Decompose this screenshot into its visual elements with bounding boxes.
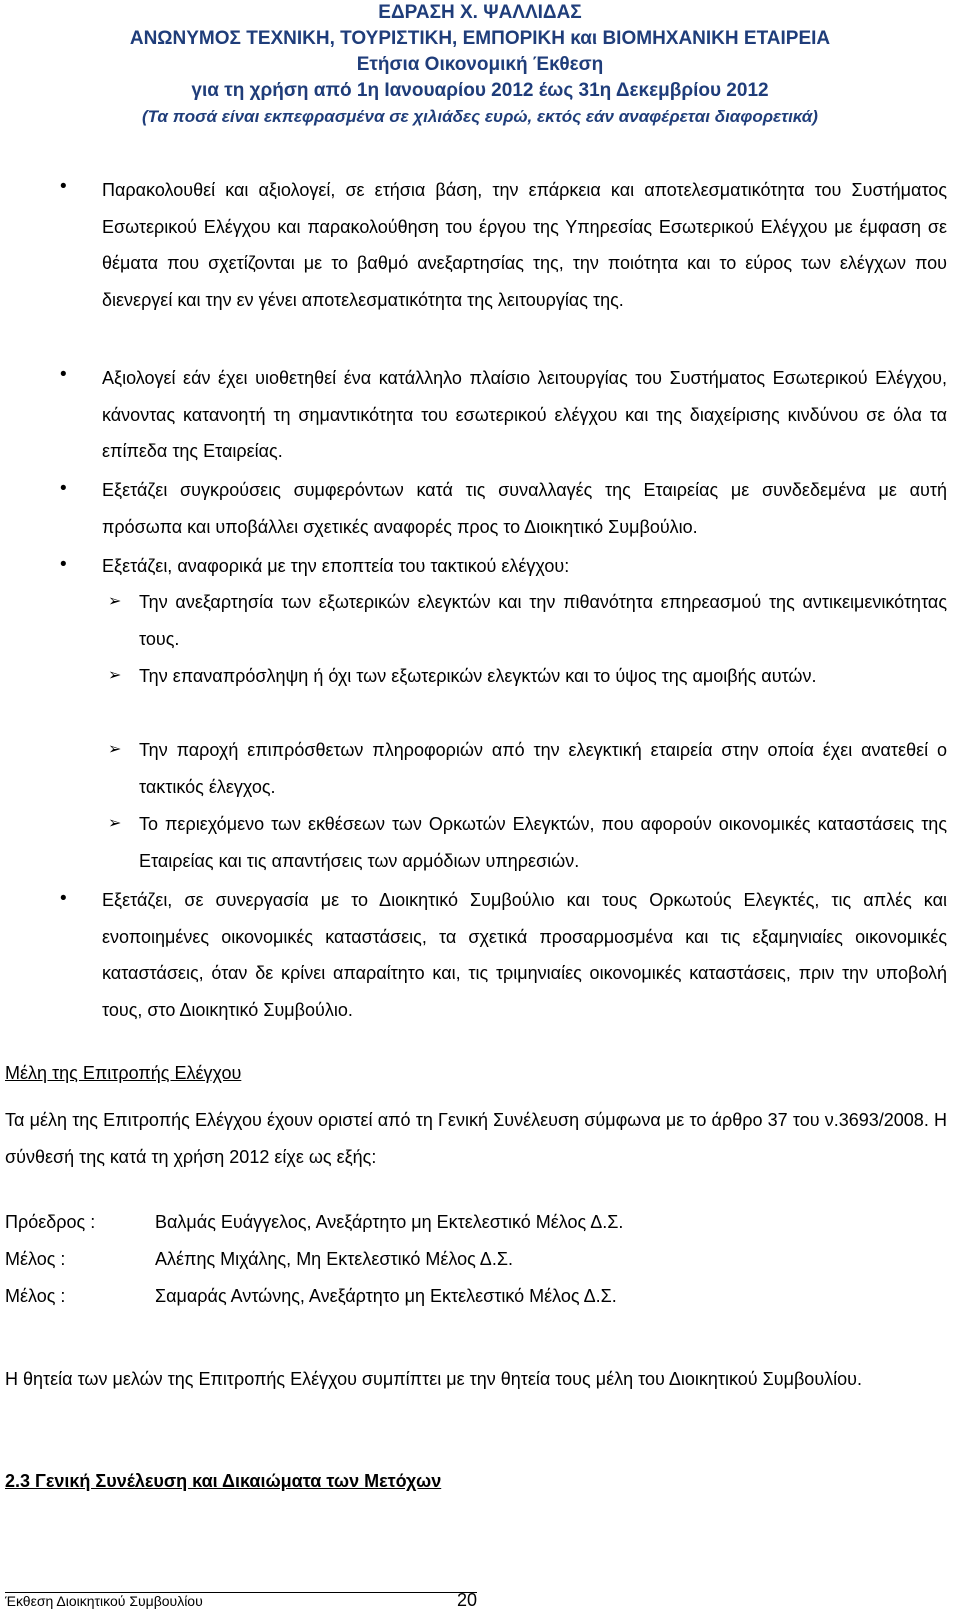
header-company-name: ΕΔΡΑΣΗ Χ. ΨΑΛΛΙΔΑΣ xyxy=(378,2,582,23)
bullet-item: Εξετάζει, σε συνεργασία με το Διοικητικό Συμβούλιο και τους Ορκωτούς Ελεγκτές, τις απλές και ενοποιημένες οικονομικές καταστάσεις, τα σχετικά προσαρμοσμένα και τις εξαμηνιαίες οικονομικές καταστάσεις, όταν δε κρίνει απαραίτητο και, τις τριμηνιαίες οικονομικές καταστάσεις, πριν την υποβολή τους, στο Διοικητικό Συμβούλιο. xyxy=(102,890,947,1020)
bullet-icon: • xyxy=(60,176,67,197)
arrow-bullet-icon: ➢ xyxy=(108,667,122,684)
member-role: Μέλος : xyxy=(5,1249,66,1269)
member-name: Σαμαράς Αντώνης, Ανεξάρτητο μη Εκτελεστικό Μέλος Δ.Σ. xyxy=(155,1286,617,1306)
bullet-icon: • xyxy=(60,364,67,385)
bullet-item: Αξιολογεί εάν έχει υιοθετηθεί ένα κατάλληλο πλαίσιο λειτουργίας του Συστήματος Εσωτερικού Ελέγχου, κάνοντας κατανοητή τη σημαντικότητα του εσωτερικού ελέγχου και της διαχείρισης κινδύνου σε όλα τα επίπεδα της Εταιρείας. xyxy=(102,368,947,462)
header-currency-note: (Τα ποσά είναι εκπεφρασμένα σε χιλιάδες ευρώ, εκτός εάν αναφέρεται διαφορετικά) xyxy=(142,107,818,126)
bullet-icon: • xyxy=(60,554,67,575)
sub-bullet-item: Την ανεξαρτησία των εξωτερικών ελεγκτών και την πιθανότητα επηρεασμού της αντικειμενικότητας τους. xyxy=(139,592,947,649)
section-heading: 2.3 Γενική Συνέλευση και Δικαιώματα των Μετόχων xyxy=(5,1471,442,1491)
sub-bullet-item: Το περιεχόμενο των εκθέσεων των Ορκωτών Ελεγκτών, που αφορούν οικονομικές καταστάσεις της Εταιρείας και τις απαντήσεις των αρμόδιων υπηρεσιών. xyxy=(139,814,947,871)
member-role: Πρόεδρος : xyxy=(5,1212,96,1232)
header-period: για τη χρήση από 1η Ιανουαρίου 2012 έως 31η Δεκεμβρίου 2012 xyxy=(191,80,769,101)
footer-report-name: Έκθεση Διοικητικού Συμβουλίου xyxy=(5,1593,203,1609)
bullet-item: Εξετάζει, αναφορικά με την εποπτεία του τακτικού ελέγχου: xyxy=(102,556,570,576)
arrow-bullet-icon: ➢ xyxy=(108,741,122,758)
sub-bullet-item: Την παροχή επιπρόσθετων πληροφοριών από την ελεγκτική εταιρεία στην οποία έχει ανατεθεί ο τακτικός έλεγχος. xyxy=(139,740,947,797)
header-company-type: ΑΝΩΝΥΜΟΣ ΤΕΧΝΙΚΗ, ΤΟΥΡΙΣΤΙΚΗ, ΕΜΠΟΡΙΚΗ και ΒΙΟΜΗΧΑΝΙΚΗ ΕΤΑΙΡΕΙΑ xyxy=(129,28,831,49)
members-intro: Τα μέλη της Επιτροπής Ελέγχου έχουν οριστεί από τη Γενική Συνέλευση σύμφωνα με το άρθρο 37 του ν.3693/2008. Η σύνθεσή της κατά τη χρήση 2012 είχε ως εξής: xyxy=(5,1110,947,1167)
document-header xyxy=(0,0,960,130)
bullet-icon: • xyxy=(60,478,67,499)
arrow-bullet-icon: ➢ xyxy=(108,593,122,610)
term-paragraph: Η θητεία των μελών της Επιτροπής Ελέγχου συμπίπτει με την θητεία τους μέλη του Διοικητικού Συμβουλίου. xyxy=(5,1369,863,1389)
member-role: Μέλος : xyxy=(5,1286,66,1306)
member-name: Αλέπης Μιχάλης, Μη Εκτελεστικό Μέλος Δ.Σ. xyxy=(155,1249,513,1269)
arrow-bullet-icon: ➢ xyxy=(108,815,122,832)
bullet-icon: • xyxy=(60,888,67,909)
page-number: 20 xyxy=(457,1590,478,1610)
bullet-item: Εξετάζει συγκρούσεις συμφερόντων κατά τις συναλλαγές της Εταιρείας με συνδεδεμένα με αυτή πρόσωπα και υποβάλλει σχετικές αναφορές προς το Διοικητικό Συμβούλιο. xyxy=(102,480,947,537)
members-title: Μέλη της Επιτροπής Ελέγχου xyxy=(5,1063,242,1083)
member-name: Βαλμάς Ευάγγελος, Ανεξάρτητο μη Εκτελεστικό Μέλος Δ.Σ. xyxy=(155,1212,624,1232)
sub-bullet-item: Την επαναπρόσληψη ή όχι των εξωτερικών ελεγκτών και το ύψος της αμοιβής αυτών. xyxy=(139,666,817,686)
bullet-item: Παρακολουθεί και αξιολογεί, σε ετήσια βάση, την επάρκεια και αποτελεσματικότητα του Συστήματος Εσωτερικού Ελέγχου και παρακολούθηση του έργου της Υπηρεσίας Εσωτερικού Ελέγχου με έμφαση σε θέματα που σχετίζονται με το βαθμό ανεξαρτησίας της, την ποιότητα και το εύρος των ελέγχων που διενεργεί και την εν γένει αποτελεσματικότητα της λειτουργίας της. xyxy=(102,180,947,310)
header-report-title: Ετήσια Οικονομική Έκθεση xyxy=(356,54,604,75)
